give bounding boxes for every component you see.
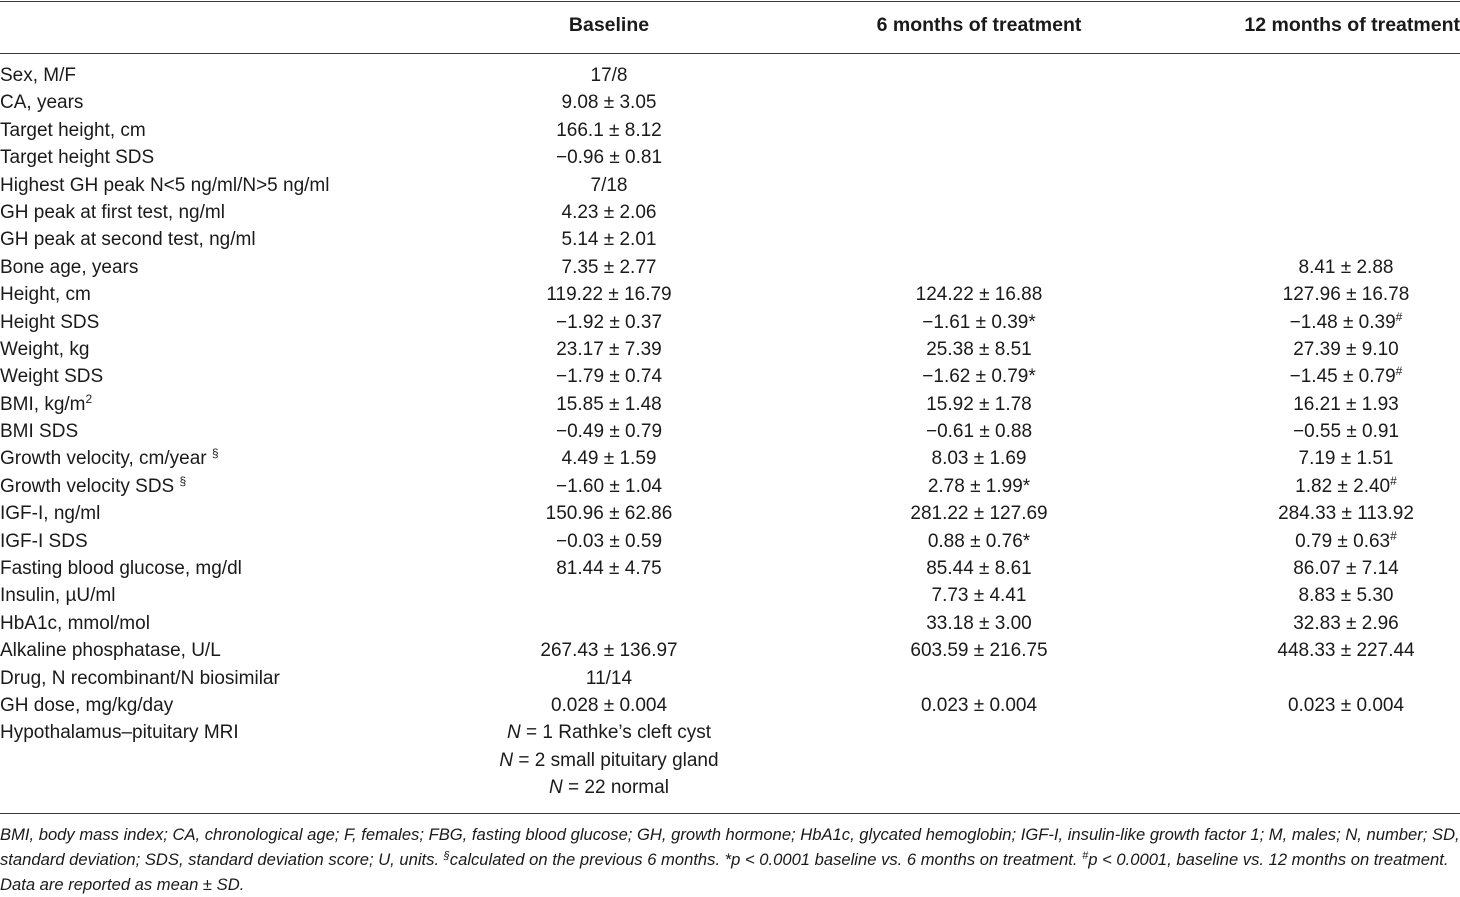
baseline-value: 11/14 <box>585 667 633 689</box>
12-month-value <box>1205 364 1460 390</box>
6-month-value: −1.61 ± 0.39* <box>922 311 1036 333</box>
12-month-value <box>1205 474 1460 500</box>
baseline-value: 17/8 <box>590 65 628 86</box>
baseline-value: −1.60 ± 1.04 <box>555 475 663 497</box>
row-label: Highest GH peak N<5 ng/ml/N>5 ng/ml <box>0 174 330 196</box>
12-month-value: 448.33 ± 227.44 <box>1277 640 1415 662</box>
row-label <box>0 474 186 500</box>
6-month-value: 603.59 ± 216.75 <box>910 640 1048 662</box>
12-month-number: 0.79 ± 0.63 <box>1295 530 1391 552</box>
baseline-value: 5.14 ± 2.01 <box>561 229 657 251</box>
row-label: IGF-I SDS <box>0 530 88 552</box>
table-row <box>0 474 1460 501</box>
baseline-value: −1.92 ± 0.37 <box>555 311 663 333</box>
12-month-number: 1.82 ± 2.40 <box>1295 475 1391 497</box>
row-label: CA, years <box>0 92 84 114</box>
table-row <box>0 337 1460 364</box>
baseline-value: 7/18 <box>590 174 628 196</box>
mri-line-text: = 1 Rathke’s cleft cyst <box>520 722 711 744</box>
table-row <box>0 583 1460 610</box>
hash-footnote-mark: # <box>1395 309 1403 324</box>
baseline-value: 7.35 ± 2.77 <box>561 256 657 278</box>
6-month-value: 124.22 ± 16.88 <box>915 284 1043 306</box>
row-label <box>0 392 92 418</box>
row-label: GH peak at second test, ng/ml <box>0 229 256 251</box>
mri-line <box>468 775 750 801</box>
12-month-value: 0.023 ± 0.004 <box>1287 694 1405 716</box>
table-row <box>0 392 1460 419</box>
baseline-value: 119.22 ± 16.79 <box>546 284 672 306</box>
6-month-value: −0.61 ± 0.88 <box>925 421 1033 443</box>
row-label: Hypothalamus–pituitary MRI <box>0 722 239 744</box>
table-row <box>0 173 1460 200</box>
baseline-value: 81.44 ± 4.75 <box>556 558 662 580</box>
baseline-value: 23.17 ± 7.39 <box>556 338 662 360</box>
table-row <box>0 282 1460 309</box>
table-row <box>0 90 1460 117</box>
table-header-rule <box>0 53 1460 54</box>
6-month-value: 8.03 ± 1.69 <box>931 448 1027 470</box>
table-row <box>0 118 1460 145</box>
6-month-value: 2.78 ± 1.99* <box>927 475 1031 497</box>
table-footnote <box>0 822 1460 897</box>
baseline-value: 0.028 ± 0.004 <box>550 694 668 716</box>
row-label: Height, cm <box>0 284 91 306</box>
12-month-value: 127.96 ± 16.78 <box>1282 284 1410 306</box>
mri-line-text: = 2 small pituitary gland <box>513 749 719 771</box>
row-label: Drug, N recombinant/N biosimilar <box>0 667 280 689</box>
6-month-value: 85.44 ± 8.61 <box>926 558 1032 580</box>
row-label: HbA1c, mmol/mol <box>0 612 150 634</box>
table-top-rule <box>0 1 1460 2</box>
table-bottom-rule <box>0 813 1460 814</box>
mri-line <box>468 720 750 746</box>
baseline-value: 267.43 ± 136.97 <box>540 640 678 662</box>
baseline-value: 4.23 ± 2.06 <box>561 201 657 223</box>
12-month-value <box>1205 310 1460 336</box>
baseline-value: 15.85 ± 1.48 <box>556 393 662 415</box>
mri-n-symbol: N <box>549 777 563 799</box>
row-label: Bone age, years <box>0 256 139 278</box>
table-row <box>0 310 1460 337</box>
12-month-value <box>1205 529 1460 555</box>
12-month-value: 27.39 ± 9.10 <box>1293 338 1399 360</box>
section-footnote-mark: § <box>179 473 187 488</box>
6-month-value: 0.88 ± 0.76* <box>927 530 1031 552</box>
baseline-value: −1.79 ± 0.74 <box>555 366 663 388</box>
row-label <box>0 446 219 472</box>
table-row <box>0 501 1460 528</box>
row-label: Target height, cm <box>0 119 146 141</box>
table-row <box>0 556 1460 583</box>
hash-footnote-mark: # <box>1395 364 1403 379</box>
row-label: GH dose, mg/kg/day <box>0 694 174 716</box>
table-row <box>0 255 1460 282</box>
table-row <box>0 145 1460 172</box>
6-month-value: 0.023 ± 0.004 <box>920 694 1038 716</box>
footnote-abbreviations: BMI, body mass index; CA, chronological age; F, females; FBG, fasting blood glucose; GH, growth hormone; HbA1c, glycated hemoglobin; IGF-I, insulin-like growth factor 1; M, males; N, number; SD, standard deviation; SDS, standard deviation score; U, units. <box>0 825 1460 869</box>
section-footnote-mark: § <box>211 446 219 461</box>
mri-line <box>468 748 750 774</box>
row-label-text: Growth velocity SDS <box>0 475 180 497</box>
header-6-months: 6 months of treatment <box>876 14 1082 36</box>
row-label: Sex, M/F <box>0 65 77 86</box>
12-month-number: −1.48 ± 0.39 <box>1289 311 1396 333</box>
row-label: Fasting blood glucose, mg/dl <box>0 558 242 580</box>
baseline-value: −0.96 ± 0.81 <box>555 147 663 169</box>
table-row <box>0 611 1460 638</box>
row-label: Target height SDS <box>0 147 155 169</box>
row-label: Weight SDS <box>0 366 104 388</box>
table-row <box>0 200 1460 227</box>
footnote-section-text: calculated on the previous 6 months. *p < 0.0001 baseline vs. 6 months on treatment. <box>449 850 1083 869</box>
12-month-value: 8.83 ± 5.30 <box>1298 585 1394 607</box>
header-12-months: 12 months of treatment <box>1244 14 1460 36</box>
header-baseline: Baseline <box>568 14 650 36</box>
table-row <box>0 529 1460 556</box>
hash-footnote-mark: # <box>1390 528 1397 543</box>
baseline-value: 150.96 ± 62.86 <box>545 503 673 525</box>
table-row-mri <box>0 748 1460 775</box>
12-month-value: −0.55 ± 0.91 <box>1292 421 1400 443</box>
table-row <box>0 693 1460 720</box>
section-footnote-mark: § <box>443 850 450 862</box>
baseline-value: 9.08 ± 3.05 <box>561 92 657 114</box>
table-row <box>0 446 1460 473</box>
row-label: Insulin, µU/ml <box>0 585 116 607</box>
baseline-value: 4.49 ± 1.59 <box>561 448 657 470</box>
baseline-value: −0.49 ± 0.79 <box>555 421 663 443</box>
6-month-value: 7.73 ± 4.41 <box>931 585 1027 607</box>
table-row <box>0 638 1460 665</box>
hash-footnote-mark: # <box>1390 473 1397 488</box>
12-month-value: 86.07 ± 7.14 <box>1293 558 1399 580</box>
12-month-value: 16.21 ± 1.93 <box>1293 393 1399 415</box>
baseline-value: 166.1 ± 8.12 <box>556 119 662 141</box>
12-month-number: −1.45 ± 0.79 <box>1289 366 1396 388</box>
table-body <box>0 63 1460 803</box>
table-header-row <box>0 14 1460 42</box>
footnote-text <box>0 822 1460 897</box>
6-month-value: −1.62 ± 0.79* <box>922 366 1036 388</box>
row-label: Height SDS <box>0 311 100 333</box>
mri-line-text: = 22 normal <box>562 777 669 799</box>
12-month-value: 8.41 ± 2.88 <box>1298 256 1394 278</box>
row-label: GH peak at first test, ng/ml <box>0 201 225 223</box>
table-row <box>0 63 1460 90</box>
row-label-text: Growth velocity, cm/year <box>0 448 212 470</box>
table-row <box>0 666 1460 693</box>
baseline-value: −0.03 ± 0.59 <box>555 530 663 552</box>
mri-n-symbol: N <box>499 749 514 771</box>
table-row-mri <box>0 775 1460 802</box>
mri-n-symbol: N <box>507 722 521 744</box>
row-label: BMI SDS <box>0 421 79 443</box>
table-row <box>0 227 1460 254</box>
table-row <box>0 364 1460 391</box>
row-label: Weight, kg <box>0 338 90 360</box>
hash-footnote-mark: # <box>1082 850 1089 862</box>
6-month-value: 15.92 ± 1.78 <box>926 393 1032 415</box>
footnote-hash-text: p < 0.0001, baseline vs. 12 months on treatment. Data are reported as mean ± SD. <box>0 850 1449 894</box>
row-label-text: BMI, kg/m <box>0 393 86 415</box>
12-month-value: 284.33 ± 113.92 <box>1278 503 1414 525</box>
superscript-2: 2 <box>85 391 93 406</box>
6-month-value: 33.18 ± 3.00 <box>926 612 1032 634</box>
12-month-value: 32.83 ± 2.96 <box>1293 612 1399 634</box>
12-month-value: 7.19 ± 1.51 <box>1298 448 1394 470</box>
row-label: Alkaline phosphatase, U/L <box>0 640 221 662</box>
table-row <box>0 419 1460 446</box>
table-row-mri <box>0 720 1460 747</box>
6-month-value: 25.38 ± 8.51 <box>926 338 1032 360</box>
row-label: IGF-I, ng/ml <box>0 503 101 525</box>
6-month-value: 281.22 ± 127.69 <box>910 503 1048 525</box>
